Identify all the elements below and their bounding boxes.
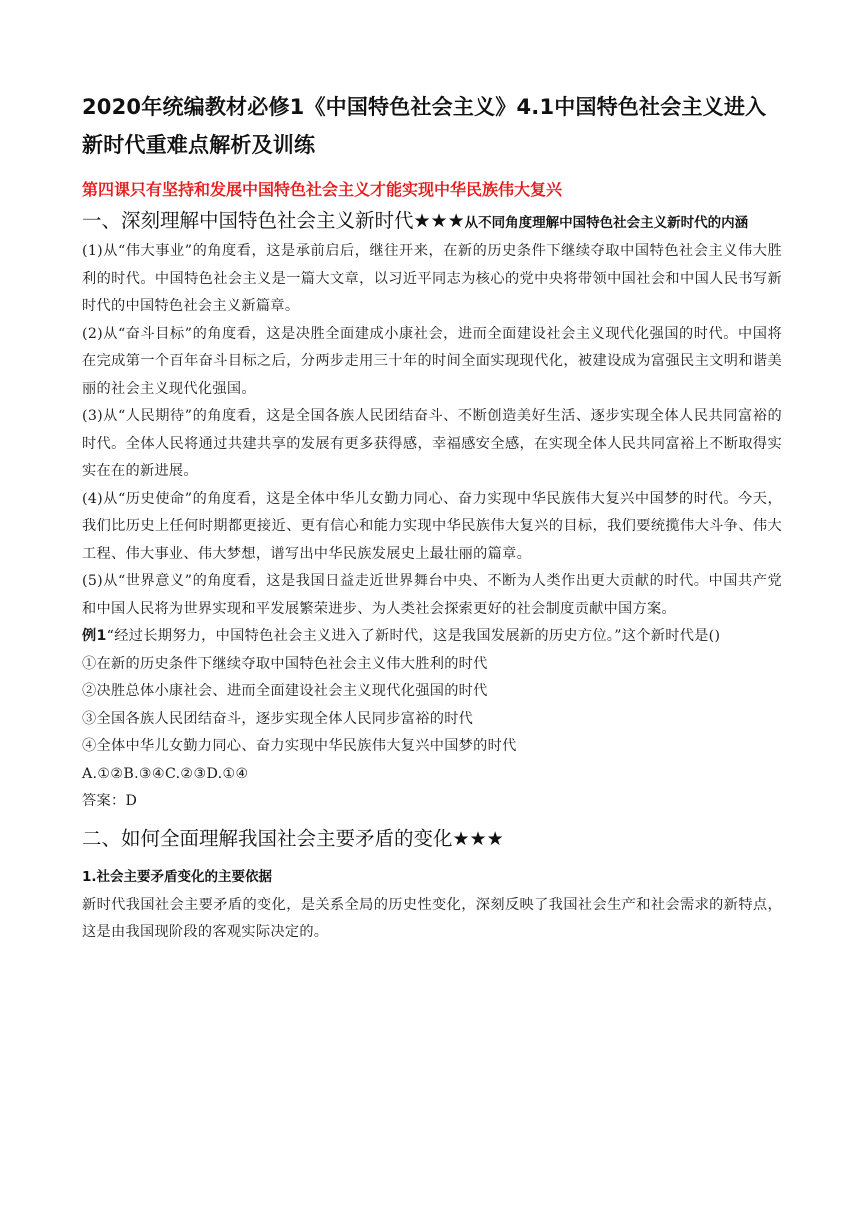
section-2-paragraph: 新时代我国社会主要矛盾的变化，是关系全局的历史性变化，深刻反映了我国社会生产和社会需求的新特点，这是由我国现阶段的客观实际决定的。 [82, 896, 782, 940]
example-choices: A.①②B.③④C.②③D.①④ [82, 765, 249, 782]
paragraph-5: (5)从“世界意义”的角度看，这是我国日益走近世界舞台中央、不断为人类作出更大贡献的时代。中国共产党和中国人民将为世界实现和平发展繁荣进步、为人类社会探索更好的社会制度贡献中国方案。 [82, 573, 782, 617]
document-body [82, 88, 782, 947]
example-option-3: ③全国各族人民团结奋斗，逐步实现全体人民同步富裕的时代 [82, 710, 474, 727]
section-1-heading-tail: 从不同角度理解中国特色社会主义新时代的内涵 [464, 215, 749, 231]
lesson-title: 第四课只有坚持和发展中国特色社会主义才能实现中华民族伟大复兴 [82, 180, 563, 199]
section-2-heading [82, 824, 782, 854]
example-label: 例1 [82, 628, 107, 644]
section-1-heading [82, 206, 782, 238]
section-2-heading-text: 二、如何全面理解我国社会主要矛盾的变化 [82, 826, 453, 850]
example-option-1: ①在新的历史条件下继续夺取中国特色社会主义伟大胜利的时代 [82, 655, 488, 672]
section-1-heading-text: 一、深刻理解中国特色社会主义新时代 [82, 209, 414, 232]
example-option-4: ④全体中华儿女勤力同心、奋力实现中华民族伟大复兴中国梦的时代 [82, 738, 517, 754]
document-title: 2020年统编教材必修1《中国特色社会主义》4.1中国特色社会主义进入新时代重难点解析及训练 [82, 95, 767, 157]
paragraph-3: (3)从“人民期待”的角度看，这是全国各族人民团结奋斗、不断创造美好生活、逐步实现全体人民共同富裕的时代。全体人民将通过共建共享的发展有更多获得感，幸福感安全感，在实现全体人民共同富裕上不断取得实实在在的新进展。 [82, 408, 782, 479]
section-2-subheading: 1.社会主要矛盾变化的主要依据 [82, 868, 273, 885]
example-question [82, 623, 782, 651]
star-rating-icon: ★★★ [413, 210, 465, 232]
example-option-2: ②决胜总体小康社会、进而全面建设社会主义现代化强国的时代 [82, 683, 488, 699]
example-answer: 答案：D [82, 793, 138, 809]
star-rating-icon: ★★★ [452, 827, 504, 850]
example-question-text: “经过长期努力，中国特色社会主义进入了新时代，这是我国发展新的历史方位。”这个新时代是() [106, 628, 721, 644]
paragraph-1: (1)从“伟大事业”的角度看，这是承前启后，继往开来，在新的历史条件下继续夺取中国特色社会主义伟大胜利的时代。中国特色社会主义是一篇大文章，以习近平同志为核心的党中央将带领中国社会和中国人民书写新时代的中国特色社会主义新篇章。 [82, 243, 782, 314]
paragraph-2: (2)从“奋斗目标”的角度看，这是决胜全面建成小康社会，进而全面建设社会主义现代化强国的时代。中国将在完成第一个百年奋斗目标之后，分两步走用三十年的时间全面实现现代化，被建设成为富强民主文明和谐美丽的社会主义现代化强国。 [82, 325, 782, 397]
paragraph-4: (4)从“历史使命”的角度看，这是全体中华儿女勤力同心、奋力实现中华民族伟大复兴中国梦的时代。今天，我们比历史上任何时期都更接近、更有信心和能力实现中华民族伟大复兴的目标，我们要统揽伟大斗争、伟大工程、伟大事业、伟大梦想，谱写出中华民族发展史上最壮丽的篇章。 [82, 490, 782, 562]
